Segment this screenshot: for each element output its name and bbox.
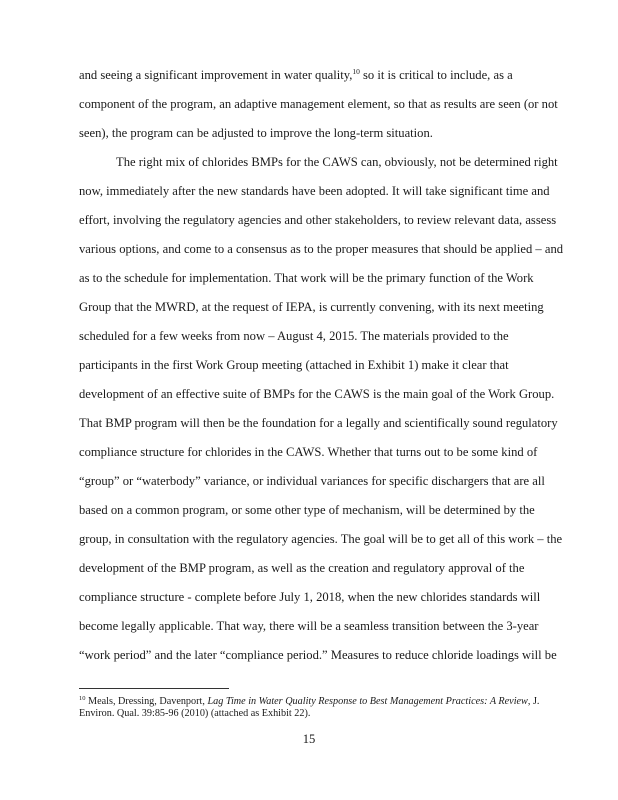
page-number: 15 [302, 732, 316, 746]
body-line-20: become legally applicable. That way, there will be a seamless transition between the 3-year [79, 619, 539, 633]
footnote-number: 10 [79, 695, 86, 702]
body-line-1 [79, 67, 513, 83]
body-line-10: scheduled for a few weeks from now – August 4, 2015. The materials provided to the [79, 329, 509, 343]
body-line-14: compliance structure for chlorides in the CAWS. Whether that turns out to be some kind of [79, 445, 538, 459]
body-text: so it is critical to include, as a [359, 68, 513, 82]
body-line-6: effort, involving the regulatory agencies and other stakeholders, to review relevant data, assess [79, 213, 557, 227]
body-line-4: The right mix of chlorides BMPs for the CAWS can, obviously, not be determined right [116, 155, 558, 169]
body-line-18: development of the BMP program, as well as the creation and regulatory approval of the [79, 561, 525, 575]
body-text: and seeing a significant improvement in water quality, [79, 68, 353, 82]
body-line-9: Group that the MWRD, at the request of IEPA, is currently convening, with its next meeting [79, 300, 544, 314]
body-line-16: based on a common program, or some other type of mechanism, will be determined by the [79, 503, 535, 517]
body-line-7: various options, and come to a consensus as to the proper measures that should be applied – and [79, 242, 564, 256]
body-line-15: “group” or “waterbody” variance, or individual variances for specific dischargers that are all [79, 474, 545, 488]
body-line-5: now, immediately after the new standards have been adopted. It will take significant time and [79, 184, 550, 198]
body-line-11: participants in the first Work Group meeting (attached in Exhibit 1) make it clear that [79, 358, 509, 372]
footnote [79, 696, 539, 708]
body-line-17: group, in consultation with the regulatory agencies. The goal will be to get all of this work – the [79, 532, 563, 546]
body-line-8: as to the schedule for implementation. That work will be the primary function of the Work [79, 271, 534, 285]
footnote-title: Lag Time in Water Quality Response to Best Management Practices: A Review [207, 696, 528, 707]
body-line-2: component of the program, an adaptive management element, so that as results are seen (or not [79, 97, 558, 111]
footnote-line-2: Environ. Qual. 39:85-96 (2010) (attached as Exhibit 22). [79, 708, 311, 719]
footnote-divider [79, 688, 229, 689]
footnote-authors: Meals, Dressing, Davenport, [85, 696, 208, 707]
footnote-reference[interactable]: 10 [352, 67, 360, 76]
body-line-19: compliance structure - complete before July 1, 2018, when the new chlorides standards will [79, 590, 541, 604]
body-line-3: seen), the program can be adjusted to improve the long-term situation. [79, 126, 433, 140]
body-line-12: development of an effective suite of BMPs for the CAWS is the main goal of the Work Group. [79, 387, 555, 401]
body-line-21: “work period” and the later “compliance period.” Measures to reduce chloride loadings will be [79, 648, 557, 662]
footnote-journal: , J. [527, 696, 540, 707]
body-line-13: That BMP program will then be the foundation for a legally and scientifically sound regulatory [79, 416, 558, 430]
